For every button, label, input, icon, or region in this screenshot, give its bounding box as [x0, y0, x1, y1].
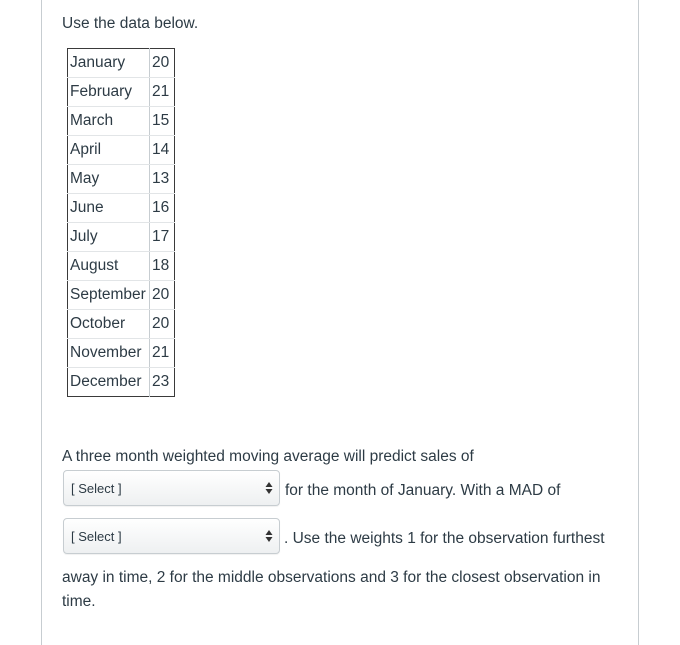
sales-data-table: [67, 48, 175, 397]
question-after-select-1: for the month of January. With a MAD of: [285, 482, 561, 499]
value-cell: 17: [150, 223, 175, 252]
intro-text: Use the data below.: [62, 15, 199, 32]
table-row: [68, 339, 175, 368]
value-cell: 13: [150, 165, 175, 194]
month-cell: September: [68, 281, 150, 310]
value-cell: 21: [150, 78, 175, 107]
month-cell: October: [68, 310, 150, 339]
month-cell: December: [68, 368, 150, 397]
table-row: [68, 310, 175, 339]
value-cell: 20: [150, 310, 175, 339]
value-cell: 16: [150, 194, 175, 223]
table-row: [68, 368, 175, 397]
month-cell: August: [68, 252, 150, 281]
value-cell: 15: [150, 107, 175, 136]
question-after-select-2: . Use the weights 1 for the observation furthest: [284, 530, 605, 547]
month-cell: June: [68, 194, 150, 223]
value-cell: 14: [150, 136, 175, 165]
mad-select-value: [ Select ]: [71, 529, 122, 544]
month-cell: May: [68, 165, 150, 194]
month-cell: November: [68, 339, 150, 368]
value-cell: 23: [152, 373, 170, 390]
value-cell: 18: [150, 252, 175, 281]
table-row: [68, 165, 175, 194]
table-row: [68, 78, 175, 107]
table-row: [68, 107, 175, 136]
table-row: [68, 281, 175, 310]
table-row: [68, 49, 175, 78]
table-row: [68, 252, 175, 281]
value-cell: 21: [150, 339, 175, 368]
table-row: [68, 136, 175, 165]
table-row: [68, 194, 175, 223]
table-row: [68, 223, 175, 252]
month-cell: March: [68, 107, 150, 136]
up-down-arrows-icon: [265, 528, 273, 544]
prediction-select[interactable]: [63, 470, 280, 506]
up-down-arrows-icon: [265, 480, 273, 496]
month-cell: July: [68, 223, 150, 252]
month-cell: February: [68, 78, 150, 107]
month-cell: January: [68, 49, 150, 78]
question-line-1: A three month weighted moving average will predict sales of: [62, 448, 474, 465]
question-paragraph-rest: away in time, 2 for the middle observations and 3 for the closest observation in time.: [62, 569, 601, 610]
prediction-select-value: [ Select ]: [71, 481, 122, 496]
value-cell: 20: [150, 49, 175, 78]
value-cell: 20: [150, 281, 175, 310]
mad-select[interactable]: [63, 518, 280, 554]
month-cell: April: [68, 136, 150, 165]
